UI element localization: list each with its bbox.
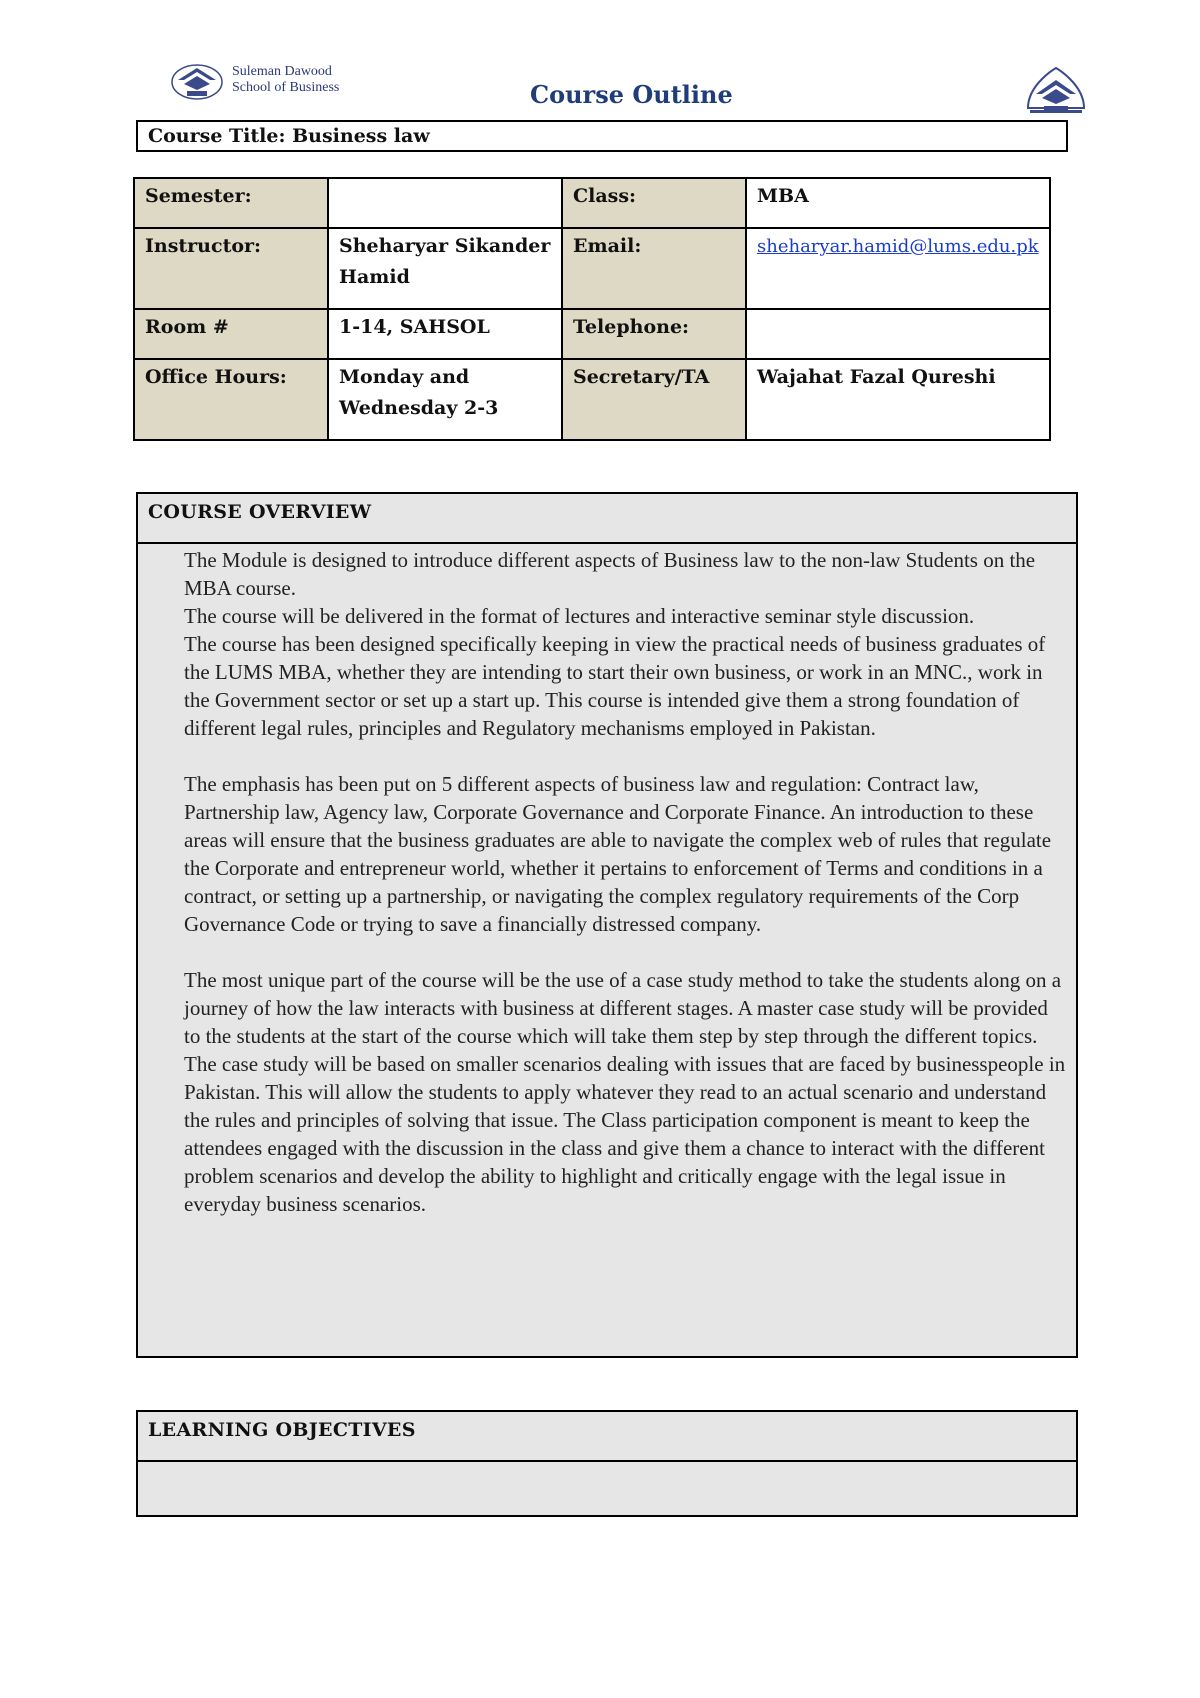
semester-label: Semester: [134, 178, 328, 228]
learning-objectives-section [136, 1410, 1078, 1517]
overview-paragraph: The most unique part of the course will be the use of a case study method to take the students along on a journey of how the law interacts with business at different stages. A master case study will be provided to the students at the start of the course which will take them step by step through the different topics. The case study will be based on smaller scenarios dealing with issues that are faced by businesspeople in Pakistan. This will allow the students to apply whatever they read to an actual scenario and understand the rules and principles of solving that issue. The Class participation component is meant to keep the attendees engaged with the discussion in the class and give them a chance to interact with the different problem scenarios and develop the ability to highlight and critically engage with the legal issue in everyday business scenarios. [184, 968, 1066, 1216]
telephone-value [746, 309, 1050, 359]
semester-value [328, 178, 562, 228]
email-link[interactable]: sheharyar.hamid@lums.edu.pk [757, 236, 1039, 257]
class-label: Class: [562, 178, 746, 228]
info-row-semester [134, 178, 1050, 228]
office-hours-value: Monday and Wednesday 2-3 [328, 359, 562, 440]
school-name [232, 64, 339, 96]
email-label: Email: [562, 228, 746, 309]
overview-paragraph: The Module is designed to introduce different aspects of Business law to the non-law Students on the MBA course. [184, 548, 1036, 600]
office-hours-label: Office Hours: [134, 359, 328, 440]
school-name-line2: School of Business [232, 80, 340, 95]
course-overview-body [138, 544, 1076, 1218]
lums-crest [1022, 64, 1090, 120]
course-info-table [133, 177, 1051, 441]
lums-crest-icon [1022, 64, 1090, 120]
learning-objectives-body [138, 1462, 1076, 1512]
class-value: MBA [746, 178, 1050, 228]
telephone-label: Telephone: [562, 309, 746, 359]
course-overview-section [136, 492, 1078, 1358]
email-cell [746, 228, 1050, 309]
info-row-office-hours [134, 359, 1050, 440]
learning-objectives-heading: LEARNING OBJECTIVES [138, 1412, 1076, 1462]
sdsb-logo-icon [170, 60, 224, 102]
course-title: Course Title: Business law [136, 120, 1068, 152]
info-row-room [134, 309, 1050, 359]
course-overview-heading: COURSE OVERVIEW [138, 494, 1076, 544]
secretary-value: Wajahat Fazal Qureshi [746, 359, 1050, 440]
overview-paragraph: The course will be delivered in the format of lectures and interactive seminar style discussion. [184, 604, 975, 628]
overview-paragraph: The course has been designed specifically keeping in view the practical needs of business graduates of the LUMS MBA, whether they are intending to start their own business, or work in an MNC., work in the Government sector or set up a start up. This course is intended give them a strong foundation of different legal rules, principles and Regulatory mechanisms employed in Pakistan. [184, 632, 1046, 740]
school-logo [170, 58, 360, 104]
instructor-label: Instructor: [134, 228, 328, 309]
school-name-line1: Suleman Dawood [232, 64, 332, 79]
room-label: Room # [134, 309, 328, 359]
info-row-instructor [134, 228, 1050, 309]
secretary-label: Secretary/TA [562, 359, 746, 440]
page-title: Course Outline [530, 80, 733, 109]
overview-paragraph: The emphasis has been put on 5 different aspects of business law and regulation: Contract law, Partnership law, Agency law, Corporate Governance and Corporate Finance. An introduction to these areas will ensure that the business graduates are able to navigate the complex web of rules that regulate the Corporate and entrepreneur world, whether it pertains to enforcement of Terms and conditions in a contract, or setting up a partnership, or navigating the complex regulatory requirements of the Corp Governance Code or trying to save a financially distressed company. [184, 772, 1052, 936]
instructor-value: Sheharyar Sikander Hamid [328, 228, 562, 309]
room-value: 1-14, SAHSOL [328, 309, 562, 359]
